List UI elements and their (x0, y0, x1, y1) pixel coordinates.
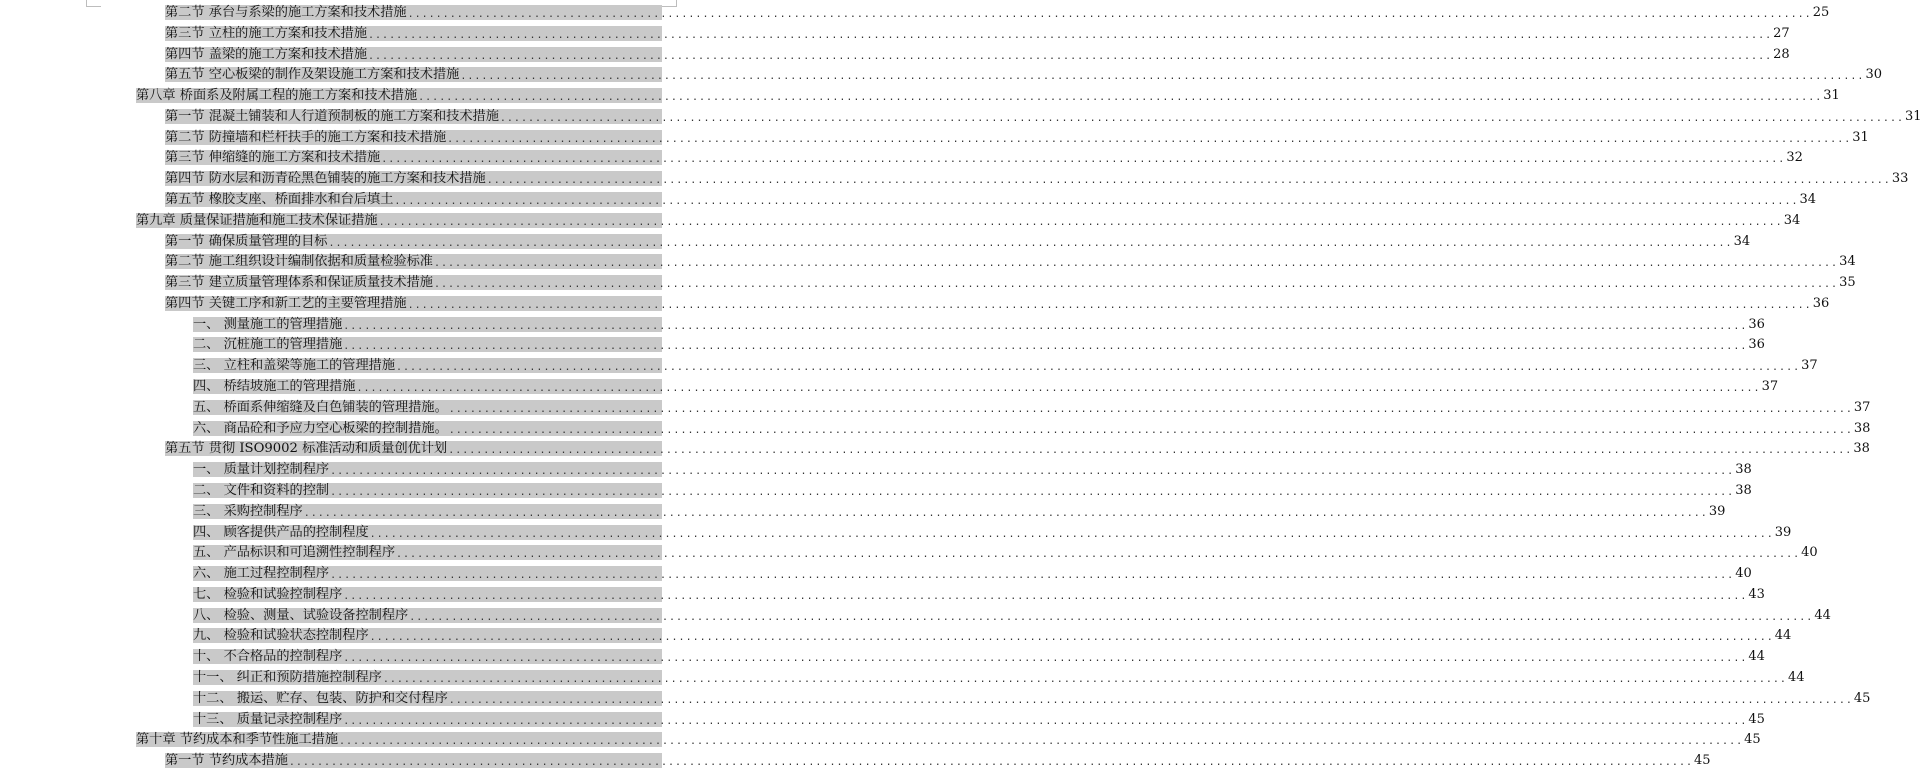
toc-leader-dots: ........................................................................................................................................................................................................ (369, 632, 1774, 644)
toc-leader-dots: ........................................................................................................................................................................................................ (330, 570, 1735, 582)
toc-leader-dots: ........................................................................................................................................................................................................ (381, 154, 1786, 166)
toc-leader-dots: ........................................................................................................................................................................................................ (356, 383, 1761, 395)
toc-page-number: 44 (1787, 669, 1805, 685)
toc-entry-label: 三、 立柱和盖梁等施工的管理措施 (193, 358, 396, 374)
toc-entry-label: 第四节 盖梁的施工方案和技术措施 (165, 46, 368, 62)
toc-entry[interactable] (165, 4, 1830, 21)
toc-entry-label: 第五节 橡胶支座、桥面排水和台后填土 (165, 192, 394, 208)
toc-entry-label: 第一节 混凝土铺装和人行道预制板的施工方案和技术措施 (165, 108, 499, 124)
toc-entry[interactable] (193, 565, 1752, 582)
toc-entry-label: 二、 沉桩施工的管理措施 (193, 337, 343, 353)
toc-leader-dots: ........................................................................................................................................................................................................ (448, 403, 1853, 415)
toc-page-number: 39 (1774, 524, 1792, 540)
toc-page-number: 45 (1853, 690, 1871, 706)
toc-page-number: 33 (1891, 171, 1909, 187)
toc-page-number: 40 (1801, 545, 1818, 561)
toc-leader-dots: ........................................................................................................................................................................................................ (448, 694, 1853, 706)
toc-entry-label: 三、 采购控制程序 (193, 503, 303, 519)
toc-entry[interactable] (165, 170, 1909, 187)
page-corner-right (662, 0, 677, 7)
toc-leader-dots: ........................................................................................................................................................................................................ (433, 258, 1839, 270)
toc-page-number: 45 (1748, 711, 1765, 727)
toc-entry[interactable] (165, 191, 1817, 208)
toc-entry[interactable] (193, 690, 1871, 707)
toc-leader-dots: ........................................................................................................................................................................................................ (288, 757, 1693, 769)
toc-page-number: 32 (1786, 150, 1803, 166)
toc-entry-label: 十、 不合格品的控制程序 (193, 649, 343, 665)
toc-entry[interactable] (165, 108, 1922, 125)
toc-leader-dots: ........................................................................................................................................................................................................ (418, 92, 1823, 104)
toc-entry-label: 第三节 建立质量管理体系和保证质量技术措施 (165, 275, 433, 291)
toc-entry[interactable] (193, 336, 1765, 353)
toc-entry[interactable] (165, 129, 1869, 146)
toc-leader-dots: ........................................................................................................................................................................................................ (409, 611, 1814, 623)
toc-leader-dots: ........................................................................................................................................................................................................ (433, 279, 1839, 291)
toc-entry-label: 六、 施工过程控制程序 (193, 566, 330, 582)
toc-leader-dots: ........................................................................................................................................................................................................ (394, 196, 1799, 208)
toc-entry-label: 第一节 节约成本措施 (165, 753, 288, 769)
toc-page-number: 38 (1735, 482, 1752, 498)
toc-entry[interactable] (193, 648, 1765, 665)
toc-entry-label: 第三节 立柱的施工方案和技术措施 (165, 25, 368, 41)
toc-entry[interactable] (193, 482, 1752, 499)
toc-entry[interactable] (193, 503, 1726, 520)
toc-page-number: 38 (1853, 420, 1871, 436)
toc-entry-label: 八、 检验、测量、试验设备控制程序 (193, 607, 409, 623)
toc-page-number: 38 (1853, 441, 1870, 457)
toc-entry-label: 第四节 关键工序和新工艺的主要管理措施 (165, 295, 407, 311)
toc-entry-label: 第一节 确保质量管理的目标 (165, 233, 328, 249)
toc-page-number: 34 (1783, 212, 1801, 228)
toc-entry[interactable] (165, 274, 1856, 291)
toc-leader-dots: ........................................................................................................................................................................................................ (369, 528, 1774, 540)
toc-leader-dots: ........................................................................................................................................................................................................ (382, 673, 1787, 685)
toc-entry-label: 五、 桥面系伸缩缝及白色铺装的管理措施。 (193, 399, 448, 415)
toc-page-number: 36 (1748, 316, 1765, 332)
toc-leader-dots: ........................................................................................................................................................................................................ (343, 590, 1748, 602)
toc-page-number: 31 (1823, 88, 1840, 104)
toc-entry-label: 十二、 搬运、贮存、包装、防护和交付程序 (193, 690, 448, 706)
toc-page-number: 37 (1801, 358, 1818, 374)
toc-entry[interactable] (165, 25, 1790, 42)
toc-entry-label: 第八章 桥面系及附属工程的施工方案和技术措施 (136, 88, 418, 104)
toc-page-number: 44 (1814, 607, 1831, 623)
toc-page-number: 30 (1865, 67, 1882, 83)
toc-entry[interactable] (193, 711, 1765, 728)
toc-page-number: 34 (1799, 192, 1817, 208)
toc-leader-dots: ........................................................................................................................................................................................................ (368, 29, 1773, 41)
toc-page-number: 34 (1733, 233, 1751, 249)
toc-entry[interactable] (136, 212, 1801, 229)
toc-entry[interactable] (165, 752, 1711, 769)
toc-leader-dots: ........................................................................................................................................................................................................ (330, 486, 1735, 498)
toc-entry-label: 六、 商品砼和予应力空心板梁的控制措施。 (193, 420, 448, 436)
toc-entry[interactable] (165, 440, 1870, 457)
toc-page-number: 28 (1773, 46, 1790, 62)
toc-entry[interactable] (193, 378, 1779, 395)
toc-entry-label: 第二节 承台与系梁的施工方案和技术措施 (165, 5, 407, 20)
toc-page-number: 27 (1773, 25, 1790, 41)
toc-page-number: 37 (1761, 379, 1779, 395)
toc-entry-label: 第五节 贯彻 ISO9002 标准活动和质量创优计划 (165, 441, 448, 457)
toc-entry[interactable] (193, 524, 1792, 541)
toc-leader-dots: ........................................................................................................................................................................................................ (448, 424, 1853, 436)
toc-entry-label: 四、 桥结坡施工的管理措施 (193, 379, 356, 395)
toc-entry[interactable] (193, 357, 1818, 374)
toc-leader-dots: ........................................................................................................................................................................................................ (448, 445, 1853, 457)
toc-entry-label: 第十章 节约成本和季节性施工措施 (136, 732, 339, 748)
toc-entry-label: 十一、 纠正和预防措施控制程序 (193, 669, 382, 685)
toc-entry-label: 四、 顾客提供产品的控制程度 (193, 524, 369, 540)
toc-entry[interactable] (193, 607, 1831, 624)
toc-entry-label: 七、 检验和试验控制程序 (193, 586, 343, 602)
toc-entry[interactable] (193, 316, 1765, 333)
toc-entry[interactable] (193, 586, 1765, 603)
toc-page-number: 43 (1748, 586, 1765, 602)
toc-leader-dots: ........................................................................................................................................................................................................ (303, 507, 1708, 519)
toc-leader-dots: ........................................................................................................................................................................................................ (447, 133, 1852, 145)
toc-entry-label: 一、 质量计划控制程序 (193, 462, 330, 478)
toc-page-number: 40 (1735, 566, 1752, 582)
toc-leader-dots: ........................................................................................................................................................................................................ (343, 320, 1748, 332)
toc-leader-dots: ........................................................................................................................................................................................................ (460, 71, 1865, 83)
toc-leader-dots: ........................................................................................................................................................................................................ (328, 237, 1733, 249)
toc-entry-label: 第四节 防水层和沥青砼黑色铺装的施工方案和技术措施 (165, 171, 486, 187)
toc-leader-dots: ........................................................................................................................................................................................................ (343, 653, 1748, 665)
page-corner-left (86, 0, 101, 7)
toc-entry-label: 二、 文件和资料的控制 (193, 482, 330, 498)
toc-entry[interactable] (193, 544, 1818, 561)
toc-page-number: 37 (1853, 399, 1871, 415)
toc-leader-dots: ........................................................................................................................................................................................................ (368, 50, 1773, 62)
toc-leader-dots: ........................................................................................................................................................................................................ (343, 341, 1748, 353)
toc-entry[interactable] (193, 461, 1752, 478)
toc-page-number: 45 (1744, 732, 1761, 748)
toc-entry[interactable] (193, 627, 1792, 644)
toc-entry-label: 五、 产品标识和可追溯性控制程序 (193, 545, 396, 561)
toc-leader-dots: ........................................................................................................................................................................................................ (339, 736, 1744, 748)
toc-leader-dots: ........................................................................................................................................................................................................ (407, 9, 1812, 20)
toc-entry[interactable] (165, 66, 1882, 83)
toc-page-number: 36 (1748, 337, 1765, 353)
toc-leader-dots: ........................................................................................................................................................................................................ (407, 299, 1812, 311)
toc-page-number: 44 (1748, 649, 1765, 665)
toc-page-number: 34 (1839, 254, 1856, 270)
toc-entry-label: 九、 检验和试验状态控制程序 (193, 628, 369, 644)
toc-page-number: 36 (1812, 295, 1830, 311)
toc-entry[interactable] (136, 731, 1761, 748)
toc-page-number: 35 (1839, 275, 1856, 291)
toc-page-number: 31 (1905, 108, 1922, 124)
toc-entry[interactable] (165, 149, 1803, 166)
toc-entry[interactable] (165, 233, 1751, 250)
toc-entry-label: 第九章 质量保证措施和施工技术保证措施 (136, 212, 378, 228)
toc-page-number: 25 (1812, 5, 1830, 20)
toc-page-number: 44 (1774, 628, 1792, 644)
toc-entry[interactable] (165, 253, 1856, 270)
toc-leader-dots: ........................................................................................................................................................................................................ (499, 112, 1904, 124)
toc-entry-label: 一、 测量施工的管理措施 (193, 316, 343, 332)
toc-entry[interactable] (136, 87, 1840, 104)
toc-leader-dots: ........................................................................................................................................................................................................ (378, 216, 1783, 228)
toc-entry[interactable] (193, 399, 1871, 416)
toc-entry[interactable] (193, 669, 1805, 686)
toc-entry-label: 第三节 伸缩缝的施工方案和技术措施 (165, 150, 381, 166)
toc-leader-dots: ........................................................................................................................................................................................................ (396, 362, 1801, 374)
toc-entry-label: 第二节 施工组织设计编制依据和质量检验标准 (165, 254, 433, 270)
toc-leader-dots: ........................................................................................................................................................................................................ (343, 715, 1748, 727)
toc-page-number: 38 (1735, 462, 1752, 478)
toc-entry[interactable] (193, 420, 1871, 437)
toc-entry-label: 第五节 空心板梁的制作及架设施工方案和技术措施 (165, 67, 460, 83)
toc-leader-dots: ........................................................................................................................................................................................................ (330, 466, 1735, 478)
toc-page-number: 31 (1852, 129, 1869, 145)
toc-page-number: 45 (1694, 753, 1711, 769)
toc-entry-label: 第二节 防撞墙和栏杆扶手的施工方案和技术措施 (165, 129, 447, 145)
toc-entry[interactable] (165, 46, 1790, 63)
toc-entry-label: 十三、 质量记录控制程序 (193, 711, 343, 727)
toc-page-number: 39 (1708, 503, 1726, 519)
toc-leader-dots: ........................................................................................................................................................................................................ (396, 549, 1801, 561)
toc-leader-dots: ........................................................................................................................................................................................................ (486, 175, 1891, 187)
toc-entry[interactable] (165, 295, 1830, 312)
